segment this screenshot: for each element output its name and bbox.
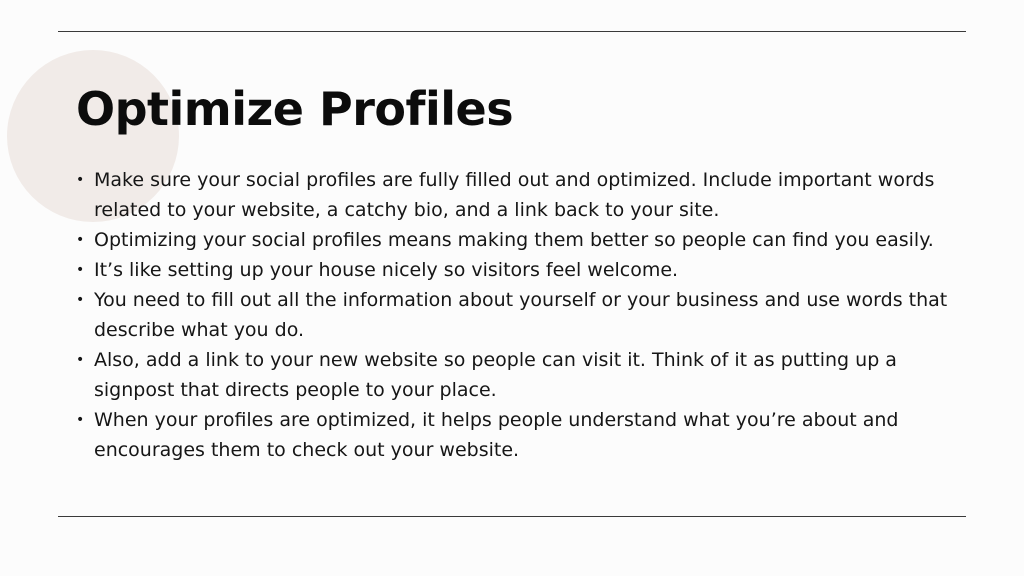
bullet-item xyxy=(76,255,966,285)
bullet-dot-icon: • xyxy=(76,292,85,308)
bullet-text: Optimizing your social profiles means making them better so people can find you easily. xyxy=(94,229,934,251)
bullet-dot-icon: • xyxy=(76,262,85,278)
bullet-dot-icon: • xyxy=(76,232,85,248)
bullet-item xyxy=(76,345,966,405)
bullet-text: It’s like setting up your house nicely so visitors feel welcome. xyxy=(94,259,679,281)
bullet-text: Make sure your social profiles are fully filled out and optimized. Include important words related to your website, a catchy bio, and a link back to your site. xyxy=(94,169,935,221)
bullet-list xyxy=(76,165,966,465)
bullet-text: When your profiles are optimized, it helps people understand what you’re about and encourages them to check out your website. xyxy=(94,409,899,461)
bullet-dot-icon: • xyxy=(76,412,85,428)
bullet-text: Also, add a link to your new website so people can visit it. Think of it as putting up a signpost that directs people to your place. xyxy=(94,349,897,401)
bullet-dot-icon: • xyxy=(76,352,85,368)
bullet-item xyxy=(76,225,966,255)
bullet-item xyxy=(76,285,966,345)
top-divider xyxy=(58,31,966,32)
bullet-item xyxy=(76,165,966,225)
bottom-divider xyxy=(58,516,966,517)
bullet-dot-icon: • xyxy=(76,172,85,188)
bullet-item xyxy=(76,405,966,465)
slide-title: Optimize Profiles xyxy=(76,82,514,136)
bullet-text: You need to fill out all the information about yourself or your business and use words that describe what you do. xyxy=(94,289,948,341)
